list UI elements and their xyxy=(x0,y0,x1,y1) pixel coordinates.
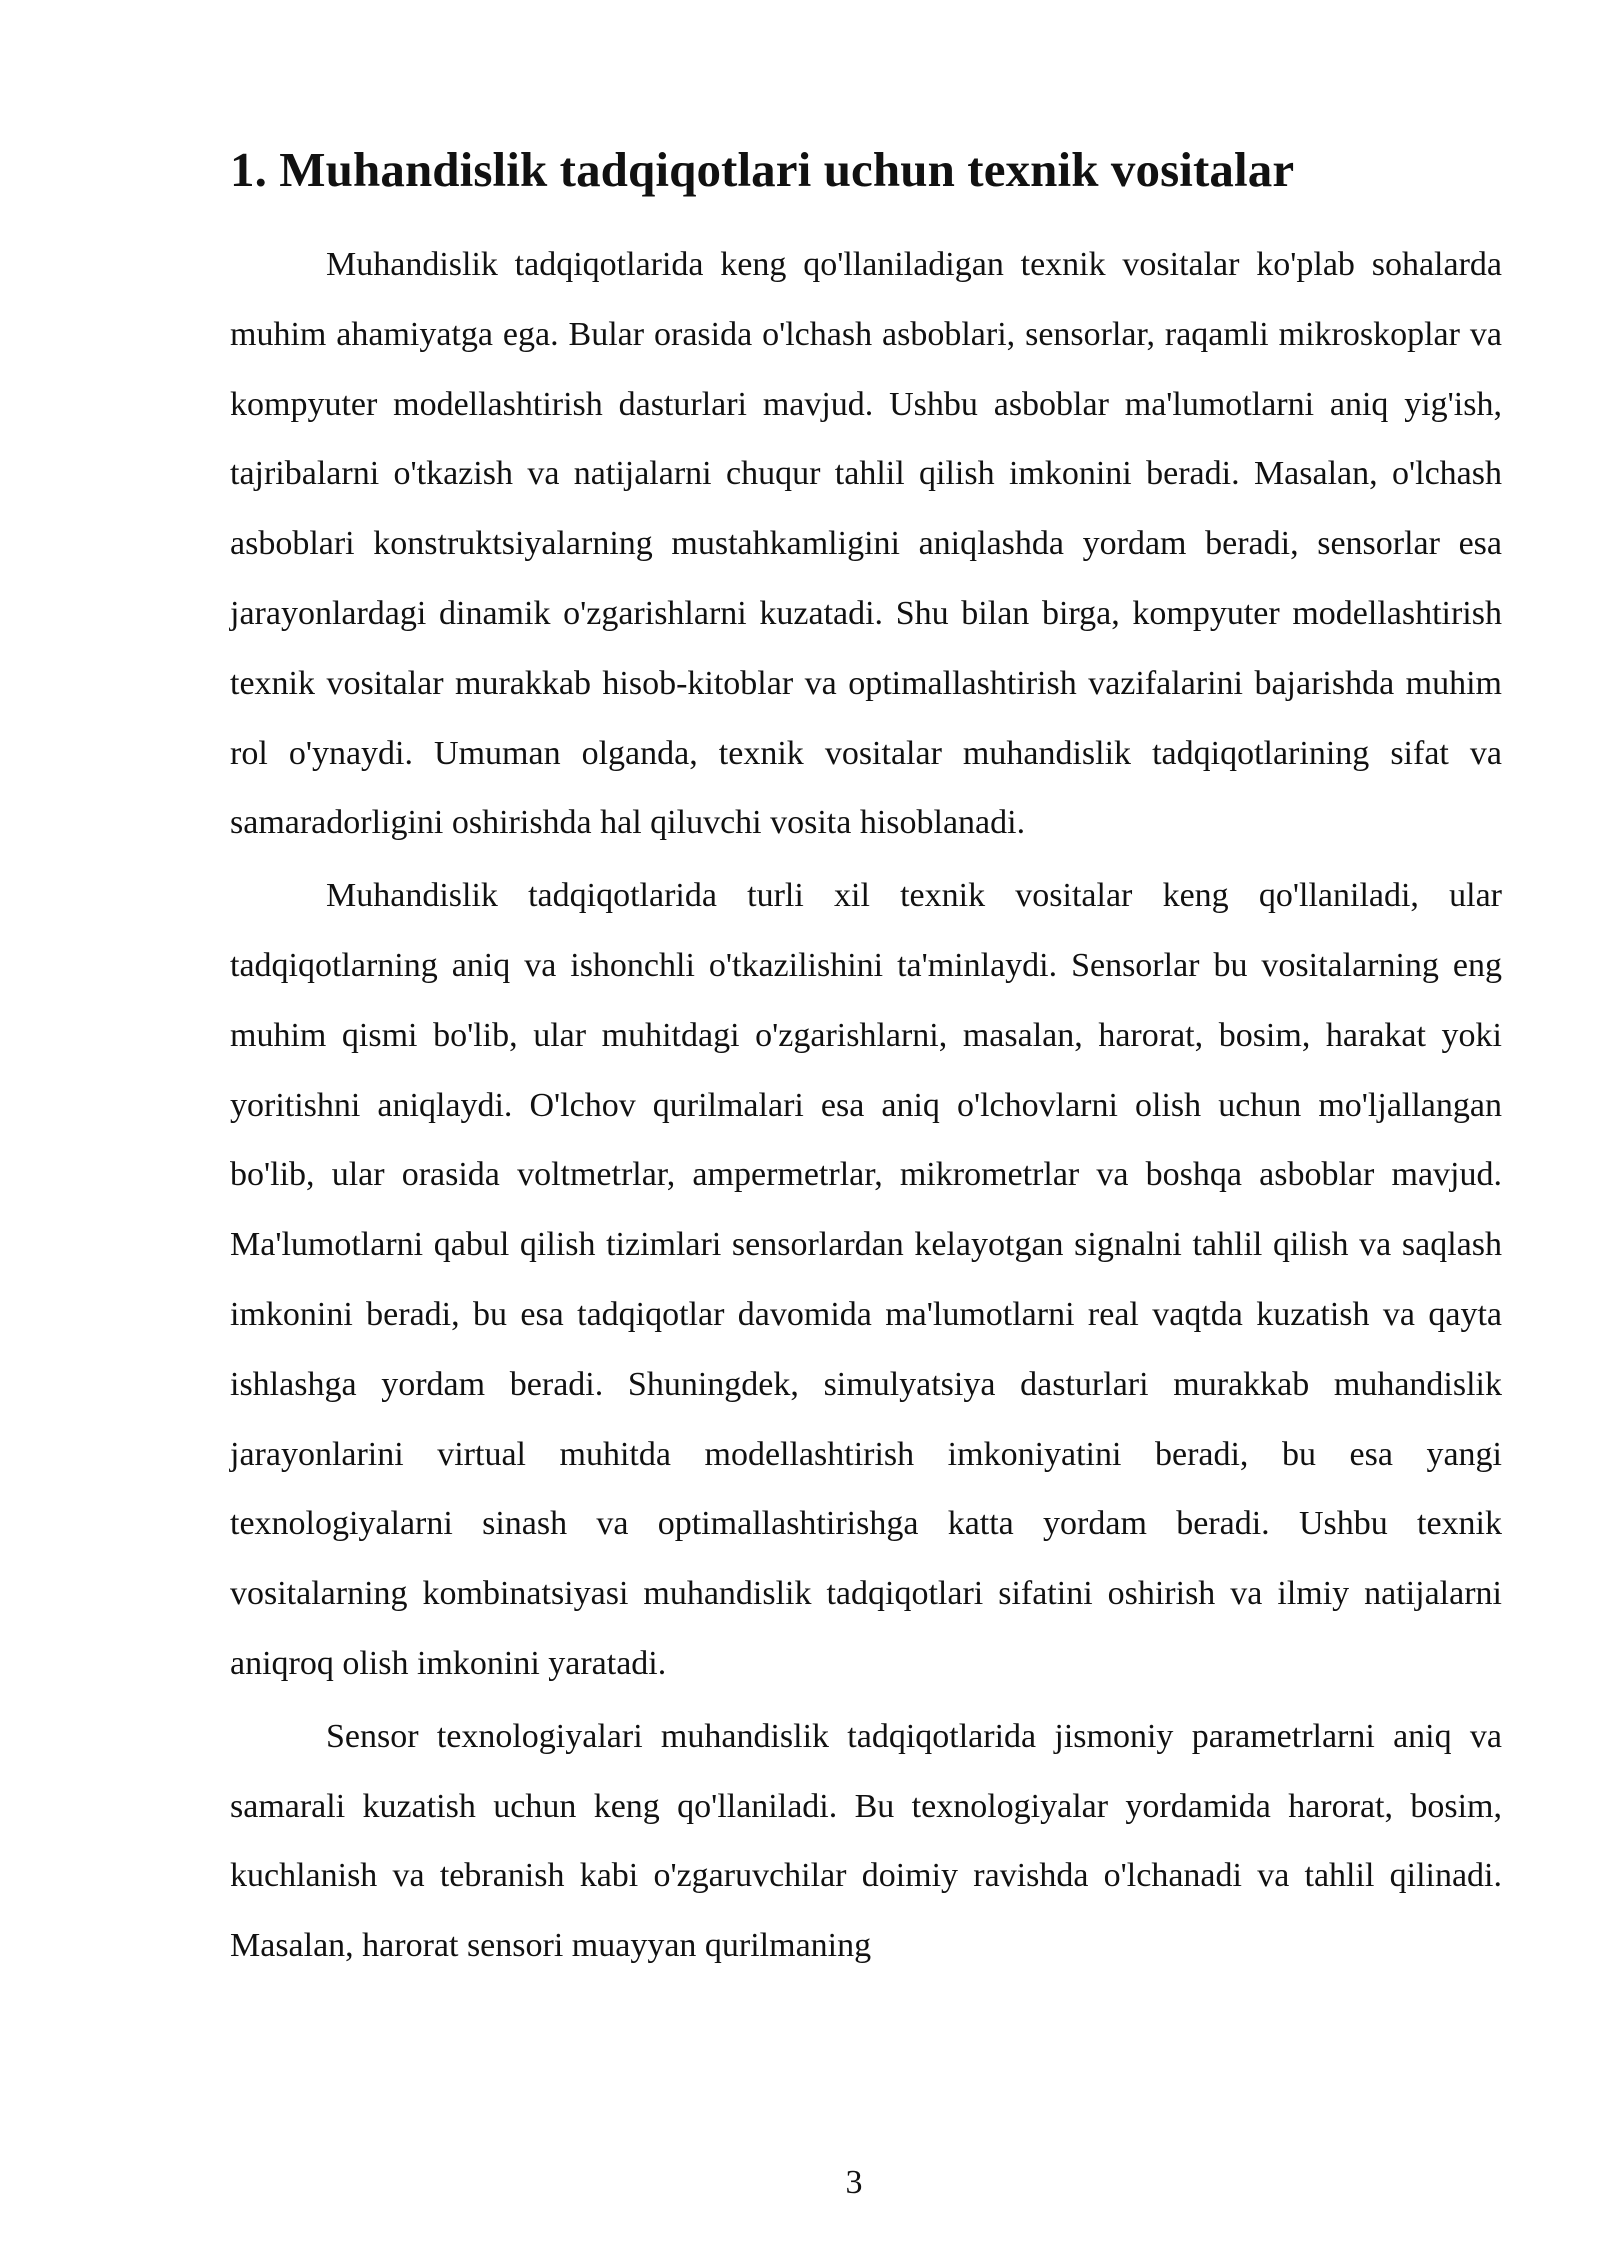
body-paragraph-1: Muhandislik tadqiqotlarida keng qo'llaniladigan texnik vositalar ko'plab sohalarda muhim ahamiyatga ega. Bular orasida o'lchash asboblari, sensorlar, raqamli mikroskoplar va kompyuter modellashtirish dasturlari mavjud. Ushbu asboblar ma'lumotlarni aniq yig'ish, tajribalarni o'tkazish va natijalarni chuqur tahlil qilish imkonini beradi. Masalan, o'lchash asboblari konstruktsiyalarning mustahkamligini aniqlashda yordam beradi, sensorlar esa jarayonlardagi dinamik o'zgarishlarni kuzatadi. Shu bilan birga, kompyuter modellashtirish texnik vositalar murakkab hisob-kitoblar va optimallashtirish vazifalarini bajarishda muhim rol o'ynaydi. Umuman olganda, texnik vositalar muhandislik tadqiqotlarining sifat va samaradorligini oshirishda hal qiluvchi vosita hisoblanadi. xyxy=(230,246,1502,842)
section-heading: 1. Muhandislik tadqiqotlari uchun texnik vositalar xyxy=(230,142,1295,197)
page-number: 3 xyxy=(845,2164,863,2201)
body-paragraph-3: Sensor texnologiyalari muhandislik tadqiqotlarida jismoniy parametrlarni aniq va samarali kuzatish uchun keng qo'llaniladi. Bu texnologiyalar yordamida harorat, bosim, kuchlanish va tebranish kabi o'zgaruvchilar doimiy ravishda o'lchanadi va tahlil qilinadi. Masalan, harorat sensori muayyan qurilmaning xyxy=(230,1717,1502,1965)
body-paragraph-2: Muhandislik tadqiqotlarida turli xil texnik vositalar keng qo'llaniladi, ular tadqiqotlarning aniq va ishonchli o'tkazilishini ta'minlaydi. Sensorlar bu vositalarning eng muhim qismi bo'lib, ular muhitdagi o'zgarishlarni, masalan, harorat, bosim, harakat yoki yoritishni aniqlaydi. O'lchov qurilmalari esa aniq o'lchovlarni olish uchun mo'ljallangan bo'lib, ular orasida voltmetrlar, ampermetrlar, mikrometrlar va boshqa asboblar mavjud. Ma'lumotlarni qabul qilish tizimlari sensorlardan kelayotgan signalni tahlil qilish va saqlash imkonini beradi, bu esa tadqiqotlar davomida ma'lumotlarni real vaqtda kuzatish va qayta ishlashga yordam beradi. Shuningdek, simulyatsiya dasturlari murakkab muhandislik jarayonlarini virtual muhitda modellashtirish imkoniyatini beradi, bu esa yangi texnologiyalarni sinash va optimallashtirishga katta yordam beradi. Ushbu texnik vositalarning kombinatsiyasi muhandislik tadqiqotlari sifatini oshirish va ilmiy natijalarni aniqroq olish imkonini yaratadi. xyxy=(230,877,1502,1682)
page-content xyxy=(230,138,1502,1981)
